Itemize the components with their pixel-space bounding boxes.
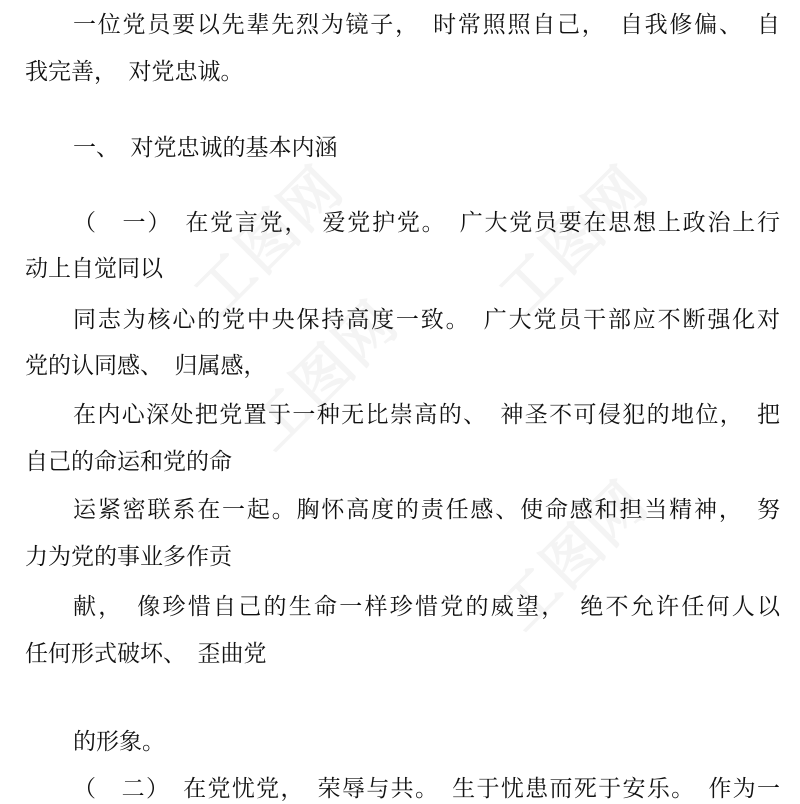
paragraph-line: 任何形式破坏、 歪曲党 — [25, 641, 267, 667]
watermark: 工图网 — [485, 467, 662, 644]
section-heading: 一、 对党忠诚的基本内涵 — [73, 135, 338, 161]
paragraph-line: 力为党的事业多作贡 — [25, 544, 232, 570]
paragraph-line: （ 一） 在党言党， 爱党护党。 广大党员要在思想上政治上行 — [73, 210, 780, 236]
paragraph-line: 动上自觉同以 — [25, 256, 163, 282]
paragraph-line: 我完善， 对党忠诚。 — [25, 59, 244, 85]
watermark: 工图网 — [485, 152, 662, 329]
paragraph-line: 献， 像珍惜自己的生命一样珍惜党的威望， 绝不允许任何人以 — [73, 594, 780, 620]
paragraph-line: 党的认同感、 归属感， — [25, 353, 267, 379]
paragraph-line: 同志为核心的党中央保持高度一致。 广大党员干部应不断强化对 — [73, 307, 780, 333]
watermark: 工图网 — [180, 152, 357, 329]
paragraph-line: 的形象。 — [73, 729, 165, 755]
paragraph-line: 一位党员要以先辈先烈为镜子， 时常照照自己， 自我修偏、 自 — [73, 12, 780, 38]
paragraph-line: 在内心深处把党置于一种无比崇高的、 神圣不可侵犯的地位， 把 — [73, 402, 780, 428]
watermark: 工图网 — [235, 287, 412, 464]
paragraph-line: 自己的命运和党的命 — [25, 449, 232, 475]
paragraph-line: （ 二） 在党忧党， 荣辱与共。 生于忧患而死于安乐。 作为一 — [73, 776, 780, 802]
paragraph-line: 运紧密联系在一起。胸怀高度的责任感、使命感和担当精神， 努 — [73, 497, 780, 523]
